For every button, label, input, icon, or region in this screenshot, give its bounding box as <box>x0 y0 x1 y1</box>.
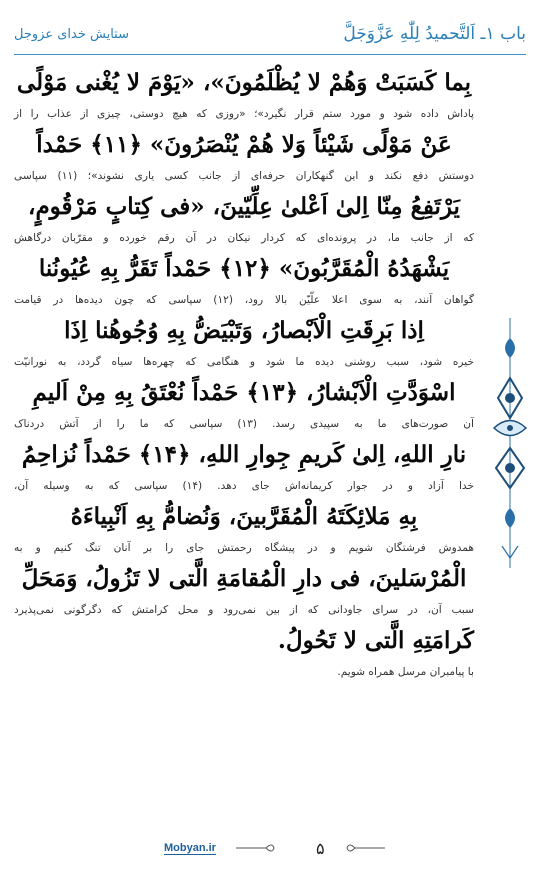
arabic-line: يَرْتَفِعُ مِنّا اِلىٰ اَعْلىٰ عِلِّيّينَ، «فى كِتابٍ مَرْقُومٍ، <box>28 193 460 220</box>
persian-line: که از جانب ما، در پرونده‌ای که کردار نیکان در آن رقم خورده و مقرّبان درگاهش <box>14 232 474 244</box>
brand-link[interactable]: Mobyan.ir <box>164 841 216 854</box>
arabic-line: نارِ اللهِ، اِلىٰ كَريمِ جِوارِ اللهِ، ﴿۱۴﴾ حَمْداً نُزاحِمُ <box>21 441 467 468</box>
chapter-title: باب ۱ـ اَلتَّحمیدُ لِلّٰهِ عَزَّوَجَلَّ <box>343 24 526 44</box>
side-ornament-icon <box>490 318 530 568</box>
arabic-line: الْمُرْسَلينَ، فى دارِ الْمُقامَةِ الَّتى لا تَزُولُ، وَمَحَلِّ <box>21 565 467 592</box>
footer-right-ornament-icon <box>345 841 385 855</box>
page-footer <box>14 834 526 862</box>
footer-left-ornament-icon <box>236 841 276 855</box>
persian-line: پاداش داده شود و مورد ستم قرار نگیرد»؛ «روزی که هیچ دوستی، چیزی از عذاب را از <box>14 108 474 120</box>
persian-line: سبب آن، در سرای جاودانی که از بین نمی‌رود و محل کرامتش که دگرگونی نمی‌پذیرد <box>14 604 474 616</box>
page-header <box>14 14 526 55</box>
prayer-text <box>14 62 474 682</box>
persian-line: با پیامبران مرسل همراه شویم. <box>337 666 474 678</box>
section-title: ستایش خدای عزوجل <box>14 26 129 42</box>
page-number: ۵ <box>315 838 325 858</box>
arabic-line: اِذا بَرِقَتِ الْاَبْصارُ، وَتَبْيَضُّ بِهِ وُجُوهُنا اِذَا <box>64 317 424 344</box>
persian-line: دوستش دفع نکند و این گنهکاران حرفه‌ای از جانب کسی یاری نشوند»؛ (۱۱) سپاسی <box>14 170 474 182</box>
persian-line: همدوش فرشتگان شویم و در پیشگاه رحمتش جای را بر آنان تنگ کنیم و به <box>14 542 474 554</box>
arabic-line: اسْوَدَّتِ الْاَبْشارُ، ﴿۱۳﴾ حَمْداً نُعْتَقُ بِهِ مِنْ اَليمِ <box>32 379 456 406</box>
arabic-line: يَشْهَدُهُ الْمُقَرَّبُونَ» ﴿۱۲﴾ حَمْداً تَقَرُّ بِهِ عُيُونُنا <box>38 255 450 282</box>
persian-line: خیره شود، سبب روشنی دیده ما شود و هنگامی که چهره‌ها سیاه گردد، به نورانیّت <box>14 356 474 368</box>
arabic-line: بِهِ مَلائِكَتَهُ الْمُقَرَّبينَ، وَنُضامُّ بِهِ اَنْبِياءَهُ <box>70 503 418 530</box>
persian-line: خدا آزاد و در جوار کریمانه‌اش جای دهد. (۱۴) سپاسی که به وسیله آن، <box>14 480 474 492</box>
persian-line: گواهان آنند، به سوی اعلا علّیّن بالا رود، (۱۲) سپاسی که چون دیده‌ها در قیامت <box>14 294 474 306</box>
arabic-line: بِما كَسَبَتْ وَهُمْ لا يُظْلَمُونَ»، «يَوْمَ لا يُغْنى مَوْلًى <box>16 69 472 96</box>
arabic-line: عَنْ مَوْلًى شَيْئاً وَلا هُمْ يُنْصَرُونَ» ﴿۱۱﴾ حَمْداً <box>36 131 452 158</box>
persian-line: آن صورت‌های ما به سپیدی رسد. (۱۳) سپاسی که ما را از آتش دردناک <box>14 418 474 430</box>
arabic-line: كَرامَتِهِ الَّتى لا تَحُولُ. <box>277 627 474 654</box>
